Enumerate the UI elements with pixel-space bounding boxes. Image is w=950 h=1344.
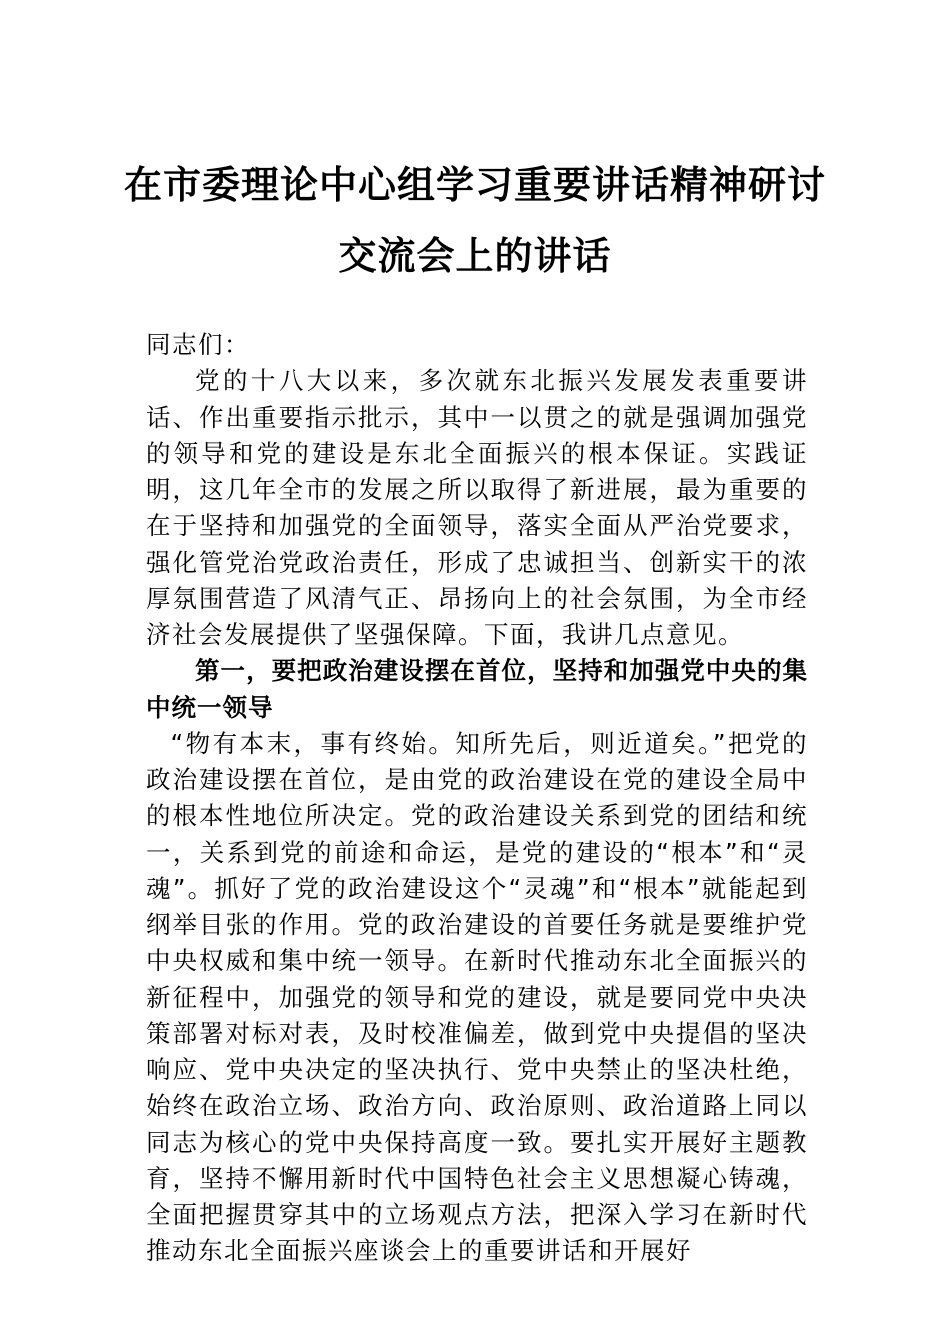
- paragraph-section-1: “物有本末，事有终始。知所先后，则近道矣。”把党的政治建设摆在首位，是由党的政治建设在党的建设全局中的根本性地位所决定。党的政治建设关系到党的团结和统一，关系到党的前途和命运，是党的建设的“根本”和“灵魂”。抓好了党的政治建设这个“灵魂”和“根本”就能起到纲举目张的作用。党的政治建设的首要任务就是要维护党中央权威和集中统一领导。在新时代推动东北全面振兴的新征程中，加强党的领导和党的建设，就是要同党中央决策部署对标对表，及时校准偏差，做到党中央提倡的坚决响应、党中央决定的坚决执行、党中央禁止的坚决杜绝，始终在政治立场、政治方向、政治原则、政治道路上同以同志为核心的党中央保持高度一致。要扎实开展好主题教育，坚持不懈用新时代中国特色社会主义思想凝心铸魂，全面把握贯穿其中的立场观点方法，把深入学习在新时代推动东北全面振兴座谈会上的重要讲话和开展好: [146, 728, 808, 1266]
- document-title-line-1: 在市委理论中心组学习重要讲话精神研讨: [123, 162, 826, 207]
- document-body: [146, 327, 808, 1270]
- document-title-line-2: 交流会上的讲话: [338, 233, 612, 278]
- paragraph-intro: 党的十八大以来，多次就东北振兴发展发表重要讲话、作出重要指示批示，其中一以贯之的就是强调加强党的领导和党的建设是东北全面振兴的根本保证。实践证明，这几年全市的发展之所以取得了新进展，最为重要的在于坚持和加强党的全面领导，落实全面从严治党要求，强化管党治党政治责任，形成了忠诚担当、创新实干的浓厚氛围营造了风清气正、昂扬向上的社会氛围，为全市经济社会发展提供了坚强保障。下面，我讲几点意见。: [146, 366, 808, 649]
- section-heading-1: 第一，要把政治建设摆在首位，坚持和加强党中央的集中统一领导: [146, 656, 808, 722]
- salutation: 同志们：: [146, 330, 250, 359]
